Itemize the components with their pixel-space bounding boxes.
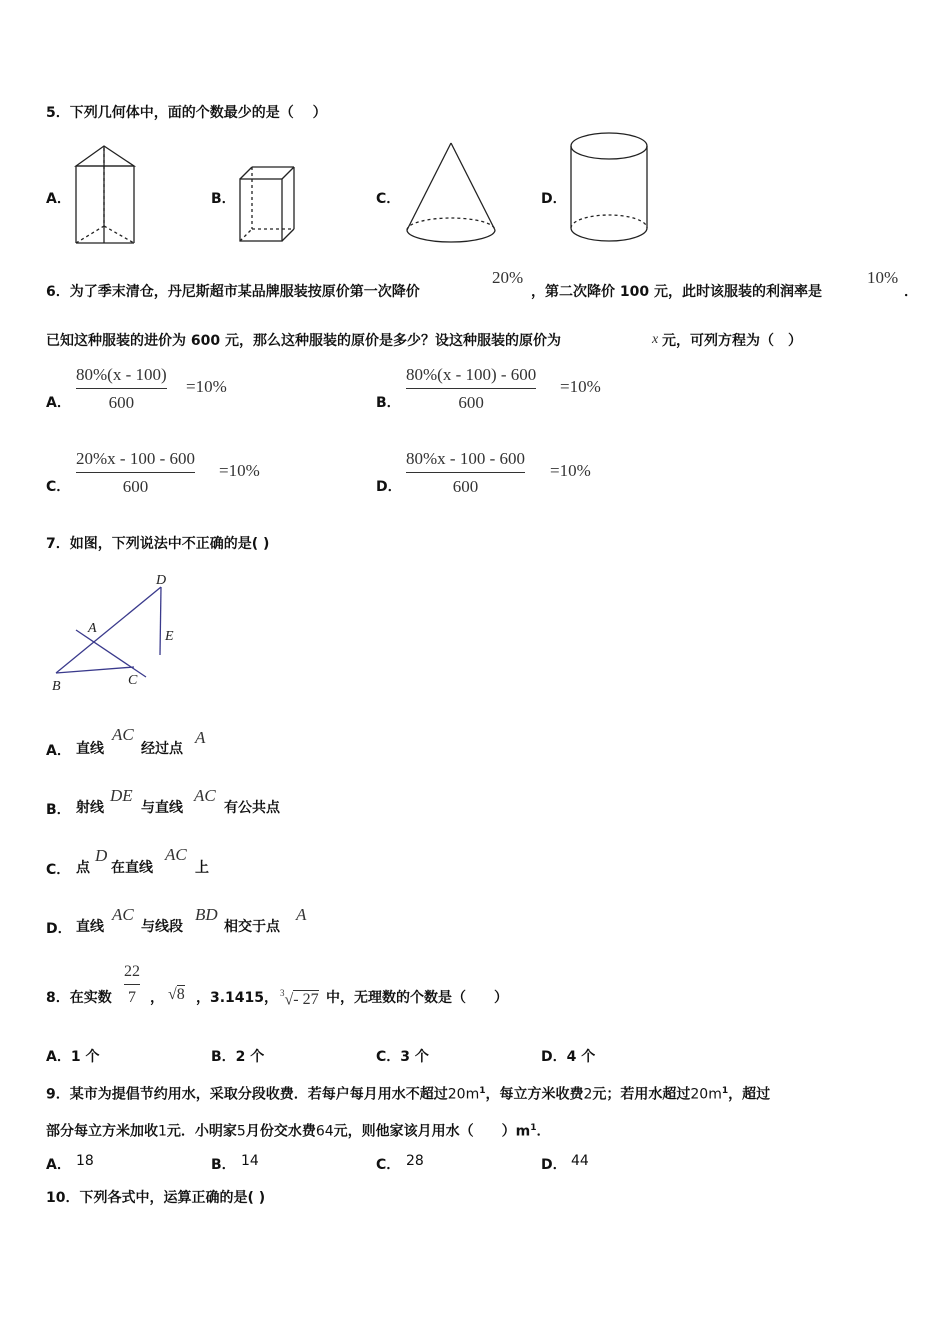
- q5-option-b-label: B．: [211, 191, 236, 207]
- line-ac: [76, 630, 146, 677]
- q9-sup-2: 1: [721, 1086, 729, 1096]
- q9-option-b-label: B．: [211, 1157, 236, 1173]
- q7-option-b-text2: 与直线: [141, 800, 183, 816]
- q6-option-a-fraction: [76, 365, 167, 413]
- q7-option-c-label: C．: [46, 862, 71, 878]
- q6-option-c-fraction: [76, 449, 195, 497]
- q8-stem-end: 中，无理数的个数是（ ）: [326, 990, 508, 1006]
- q5-option-c-label: C．: [376, 191, 401, 207]
- q8-sep2: ，3.1415，: [196, 990, 279, 1006]
- q8-option-b: B．2 个: [211, 1049, 265, 1065]
- q8-sqrt: [168, 985, 185, 1005]
- point-label-e: E: [165, 629, 174, 644]
- q8-cbrt-index: 3: [280, 988, 285, 998]
- q5-option-a-label: A．: [46, 191, 71, 207]
- q7-option-a-text1: 直线: [76, 741, 104, 757]
- q6-option-a-denominator: 600: [108, 393, 135, 412]
- q6-pct-10: 10%: [867, 268, 899, 287]
- q9-line2-d: 元，则他家该月用水（ ）: [333, 1123, 516, 1140]
- q9-line2-end: ．: [536, 1123, 551, 1140]
- point-label-c: C: [128, 673, 138, 688]
- q9-line1: [46, 1082, 770, 1104]
- q6-option-d-denominator: 600: [452, 477, 479, 496]
- q6-option-c-rhs: =10%: [219, 461, 260, 480]
- rectangular-prism-icon: [236, 163, 298, 245]
- q7-option-c-text3: 上: [195, 860, 209, 876]
- q9-unit: m: [515, 1123, 531, 1140]
- q9-month: 5: [236, 1123, 246, 1140]
- cbrt-symbol-icon: √: [284, 991, 294, 1009]
- q7-option-d-math3: A: [296, 905, 307, 924]
- q8-stem-start: 8．在实数: [46, 990, 112, 1006]
- q6-option-b-denominator: 600: [458, 393, 484, 412]
- q8-fraction-22-7: [124, 962, 140, 1008]
- q7-option-d-text2: 与线段: [141, 919, 183, 935]
- q8-cube-root: [280, 985, 319, 1010]
- q7-option-b-label: B．: [46, 802, 71, 818]
- cone-icon: [403, 140, 499, 246]
- q6-option-c-label: C．: [46, 479, 71, 495]
- point-label-a: A: [88, 621, 97, 636]
- q9-option-d-label: D．: [541, 1157, 567, 1173]
- q9-sup-3: 1: [530, 1123, 537, 1133]
- q6-option-d-label: D．: [376, 479, 402, 495]
- q9-limit-1: 20m: [447, 1086, 480, 1103]
- q7-option-b-math2: AC: [194, 786, 216, 805]
- q10-stem: 10．下列各式中，运算正确的是( ): [46, 1190, 266, 1206]
- q8-option-d: D．4 个: [541, 1049, 596, 1065]
- q8-option-a: A．1 个: [46, 1049, 100, 1065]
- q9-option-a-label: A．: [46, 1157, 71, 1173]
- q9-limit-2: 20m: [690, 1086, 722, 1103]
- q7-option-d-text1: 直线: [76, 919, 104, 935]
- q9-price: 2: [583, 1086, 593, 1103]
- q6-option-d-fraction: [406, 449, 525, 497]
- q6-option-d-rhs: =10%: [550, 461, 591, 480]
- q9-line2-c: 月份交水费: [245, 1123, 316, 1140]
- q9-line1-c: 元；若用水超过: [592, 1086, 691, 1103]
- q5-stem: 5．下列几何体中，面的个数最少的是（ ）: [46, 105, 327, 121]
- point-label-b: B: [52, 679, 61, 694]
- q9-option-c-value: 28: [406, 1153, 424, 1169]
- q6-pct-20: 20%: [492, 268, 524, 287]
- sqrt-symbol-icon: √: [168, 986, 177, 1003]
- q9-extra: 1: [158, 1123, 167, 1140]
- q7-option-d-math2: BD: [195, 905, 218, 924]
- q6-option-d-numerator: 80%x - 100 - 600: [406, 449, 525, 468]
- q5-option-d-label: D．: [541, 191, 567, 207]
- q9-option-d-value: 44: [571, 1153, 589, 1169]
- q8-option-c: C．3 个: [376, 1049, 429, 1065]
- q7-option-a-text2: 经过点: [141, 741, 183, 757]
- line-db: [56, 587, 161, 673]
- q7-stem: 7．如图，下列说法中不正确的是( ): [46, 536, 270, 552]
- q6-option-c-denominator: 600: [122, 477, 149, 496]
- q7-option-a-math1: AC: [112, 725, 134, 744]
- q6-option-b-numerator: 80%(x - 100) - 600: [406, 365, 537, 384]
- q6-line2-part2: 元，可列方程为（ ）: [662, 333, 802, 349]
- q8-fraction-numerator: 22: [124, 963, 140, 980]
- q6-option-a-numerator: 80%(x - 100): [76, 365, 167, 384]
- q9-option-c-label: C．: [376, 1157, 401, 1173]
- point-label-d: D: [156, 573, 167, 588]
- q6-option-a-label: A．: [46, 395, 71, 411]
- q6-option-c-numerator: 20%x - 100 - 600: [76, 449, 195, 468]
- q7-option-b-text3: 有公共点: [224, 800, 280, 816]
- q6-option-b-rhs: =10%: [560, 377, 601, 396]
- q9-fee: 64: [315, 1123, 334, 1140]
- q7-option-c-text2: 在直线: [111, 860, 153, 876]
- q8-sqrt-value: 8: [176, 986, 185, 1003]
- q7-option-c-math2: AC: [165, 845, 187, 864]
- q7-option-c-text1: 点: [76, 860, 90, 876]
- q7-option-c-math1: D: [95, 846, 108, 865]
- q7-option-b-text1: 射线: [76, 800, 104, 816]
- q7-option-d-math1: AC: [112, 905, 134, 924]
- q6-option-a-rhs: =10%: [186, 377, 227, 396]
- q9-sup-1: 1: [479, 1086, 486, 1096]
- q8-sep1: ，: [150, 990, 164, 1006]
- q9-line1-b: ，每立方米收费: [485, 1086, 584, 1103]
- triangular-prism-icon: [72, 143, 138, 246]
- q6-stem-end: ．: [904, 284, 918, 300]
- q6-stem-part1: 6．为了季末清仓，丹尼斯超市某品牌服装按原价第一次降价: [46, 284, 420, 300]
- q9-line1-a: 9．某市为提倡节约用水，采取分段收费．若每户每月用水不超过: [46, 1086, 448, 1103]
- q8-fraction-denominator: 7: [128, 989, 136, 1006]
- q6-stem-part2: ，第二次降价 100 元，此时该服装的利润率是: [531, 284, 822, 300]
- q7-option-b-math1: DE: [110, 786, 133, 805]
- q6-option-b-fraction: [406, 365, 536, 413]
- cylinder-icon: [567, 130, 653, 246]
- q7-option-a-math2: A: [195, 728, 206, 747]
- q9-option-a-value: 18: [76, 1153, 94, 1169]
- q7-option-a-label: A．: [46, 743, 71, 759]
- q9-line2-a: 部分每立方米加收: [46, 1123, 158, 1140]
- q9-line2: [46, 1119, 551, 1141]
- q7-geometry-figure: [46, 570, 186, 695]
- segment-bc: [56, 667, 134, 673]
- q8-cbrt-value: - 27: [293, 991, 319, 1009]
- q9-line1-d: ，超过: [728, 1086, 771, 1103]
- q6-var-x: x: [652, 332, 659, 347]
- q7-option-d-text3: 相交于点: [224, 919, 280, 935]
- q9-line2-b: 元．小明家: [166, 1123, 237, 1140]
- q6-option-b-label: B．: [376, 395, 401, 411]
- q6-line2-part1: 已知这种服装的进价为 600 元，那么这种服装的原价是多少？设这种服装的原价为: [46, 333, 561, 349]
- q7-option-d-label: D．: [46, 921, 72, 937]
- q9-option-b-value: 14: [241, 1153, 259, 1169]
- ray-de: [160, 587, 161, 655]
